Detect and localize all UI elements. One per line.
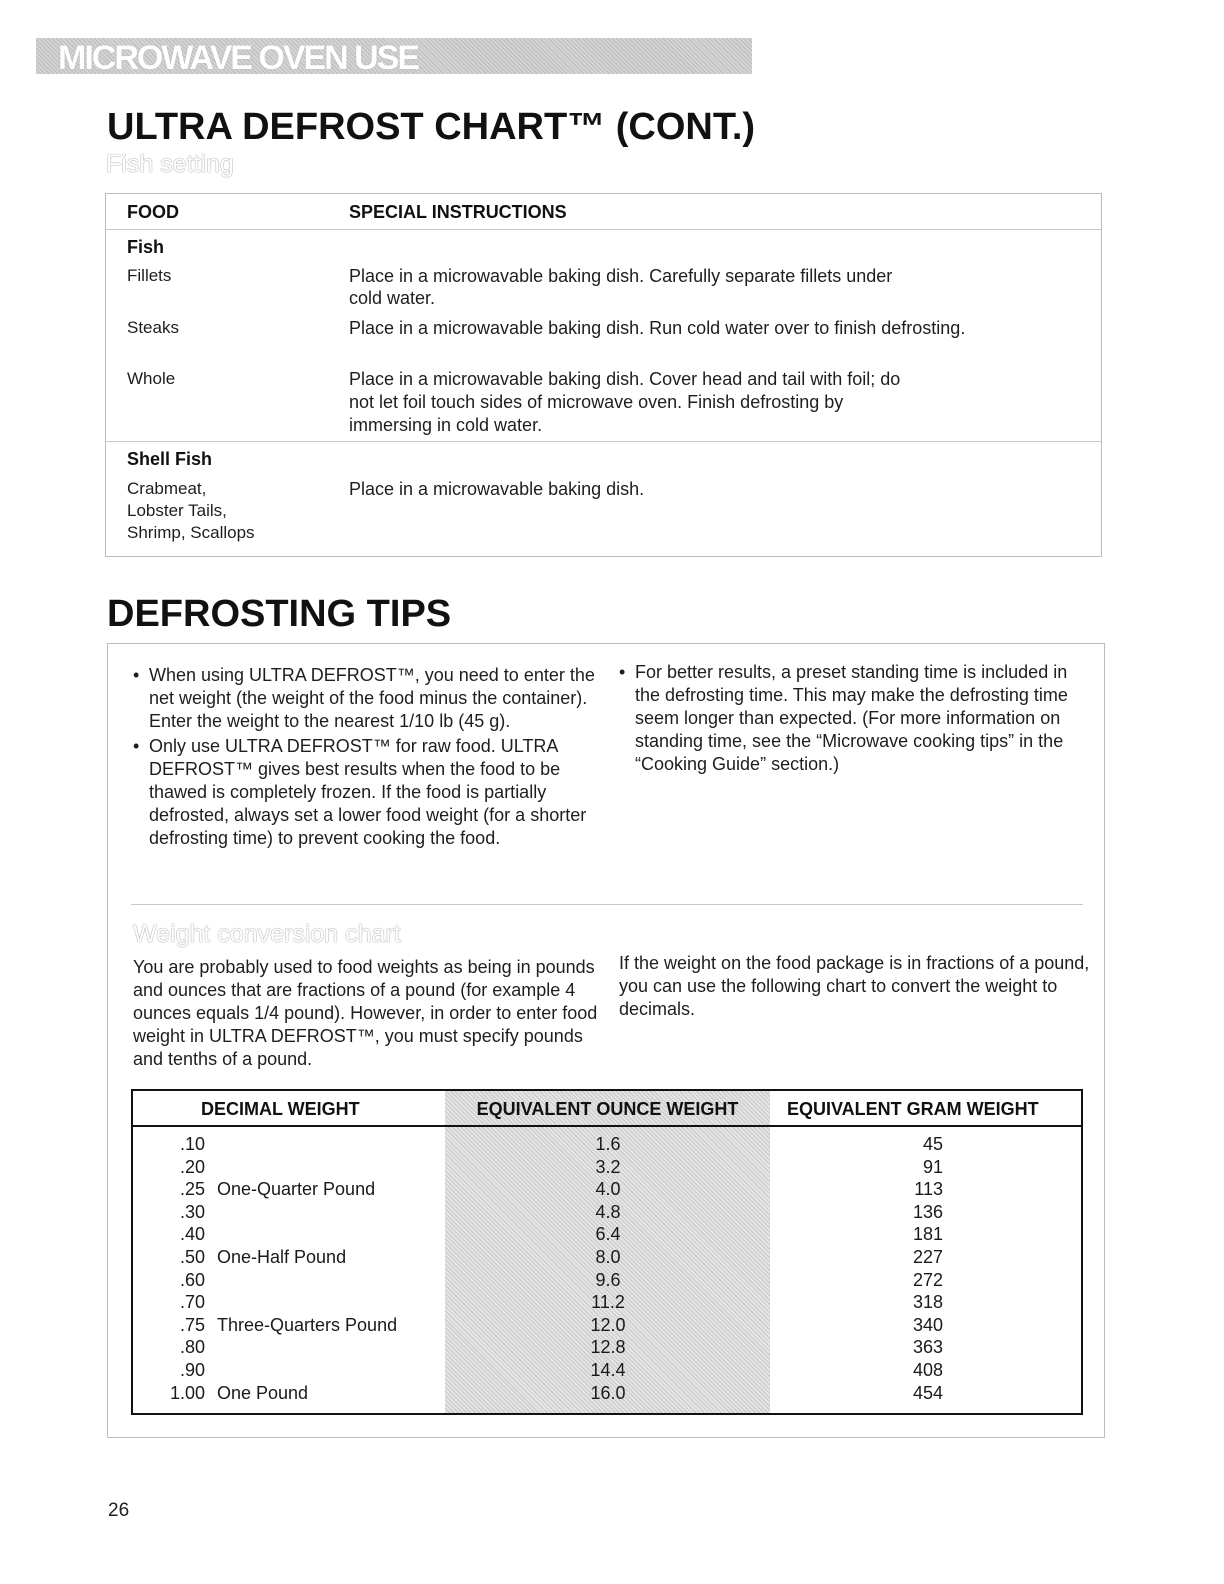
table-row [133,1314,1081,1337]
decimal-weight-cell: .40 [179,1224,205,1245]
fraction-label-cell: One-Half Pound [217,1246,347,1267]
decimal-weight-cell: .10 [179,1134,205,1154]
gram-weight-cell: 363 [912,1337,943,1358]
food-crabmeat: Crabmeat, [127,479,207,498]
instr-fillets-2: cold water. [349,288,436,308]
ounce-weight-cell: 16.0 [590,1382,626,1403]
decimal-weight-cell: .80 [179,1337,205,1358]
section-banner [36,38,752,77]
decimal-weight-cell: .25 [179,1179,205,1200]
gram-weight-cell: 91 [922,1156,943,1177]
gram-weight-cell: 408 [912,1359,943,1380]
food-whole: Whole [127,369,176,388]
ounce-weight-cell: 9.6 [595,1269,621,1290]
tips-divider [131,904,1083,905]
tip-standing-time: • For better results, a preset standing time is included in the defrosting time. This may make the defrosting time seem longer than expected. (For more information on standing time, see the “Microwave cooking tips” in the “Cooking Guide” section.) [617,661,1089,776]
gram-weight-cell: 318 [912,1292,943,1313]
table-row [133,1269,1081,1292]
decimal-weight-cell: .60 [179,1269,205,1290]
ounce-weight-cell: 6.4 [595,1224,621,1245]
ounce-weight-cell: 4.8 [595,1201,621,1222]
decimal-weight-cell: .30 [179,1201,205,1222]
instr-steaks: Place in a microwavable baking dish. Run cold water over to finish defrosting. [349,318,966,338]
gram-weight-cell: 227 [912,1246,943,1267]
decimal-weight-cell: .50 [179,1246,205,1267]
section-banner-text: MICROWAVE OVEN USE [58,39,419,77]
shellfish-divider [106,441,1101,442]
defrost-chart-title: ULTRA DEFROST CHART™ (CONT.) [107,106,756,148]
table-row [133,1359,1081,1382]
conversion-header-rule [133,1125,1081,1127]
gram-weight-cell: 136 [912,1201,943,1222]
defrosting-tips-title: DEFROSTING TIPS [107,593,452,635]
ounce-weight-cell: 1.6 [595,1134,621,1154]
conversion-rows [133,1133,1081,1404]
instr-fillets-1: Place in a microwavable baking dish. Carefully separate fillets under [349,266,893,286]
ounce-weight-cell: 12.8 [590,1337,626,1358]
page-number: 26 [108,1500,130,1521]
col-header-decimal: DECIMAL WEIGHT [201,1099,360,1119]
instr-whole-1: Place in a microwavable baking dish. Cover head and tail with foil; do [349,369,901,389]
ounce-weight-cell: 12.0 [590,1314,626,1335]
gram-weight-cell: 340 [912,1314,943,1335]
gram-weight-cell: 45 [922,1134,943,1154]
gram-weight-cell: 454 [912,1382,943,1403]
ounce-weight-cell: 3.2 [595,1156,621,1177]
table-row [133,1178,1081,1201]
decimal-weight-cell: .70 [179,1292,205,1313]
instr-whole-2: not let foil touch sides of microwave oven. Finish defrosting by [349,392,844,412]
weight-conversion-table [131,1089,1083,1415]
weight-conversion-subheading: Weight conversion chart [133,920,401,948]
decimal-weight-cell: .75 [179,1314,205,1335]
shellfish-heading: Shell Fish [127,449,213,469]
ounce-weight-cell: 14.4 [590,1359,626,1380]
instr-shellfish: Place in a microwavable baking dish. [349,479,645,499]
food-steaks: Steaks [127,318,179,337]
fraction-label-cell: One-Quarter Pound [217,1179,376,1200]
table-row [133,1223,1081,1246]
table-row [133,1336,1081,1359]
table-row [133,1156,1081,1179]
conversion-intro-left: You are probably used to food weights as being in pounds and ounces that are fractions of a pound (for example 4 ounces equals 1/4 pound). However, in order to enter food weight in ULTRA DEFROST™, you must specify pounds and tenths of a pound. [133,957,598,1069]
decimal-weight-cell: 1.00 [169,1382,205,1403]
col-header-food: FOOD [127,202,179,222]
gram-weight-cell: 272 [912,1269,943,1290]
fraction-label-cell: One Pound [217,1382,309,1403]
gram-weight-cell: 181 [912,1224,943,1245]
table-header-divider [106,229,1101,230]
ounce-weight-cell: 11.2 [591,1292,625,1313]
decimal-weight-cell: .20 [179,1156,205,1177]
tips-right-column [617,661,1089,778]
fraction-label-cell: Three-Quarters Pound [217,1314,398,1335]
decimal-weight-cell: .90 [179,1359,205,1380]
tips-left-column [131,664,611,852]
col-header-instructions: SPECIAL INSTRUCTIONS [349,202,567,222]
ounce-weight-cell: 8.0 [595,1246,621,1267]
table-row [133,1382,1081,1405]
instr-whole-3: immersing in cold water. [349,415,543,435]
conversion-intro-right: If the weight on the food package is in fractions of a pound, you can use the following chart to convert the weight to decimals. [619,953,1090,1019]
table-row [133,1201,1081,1224]
table-row [133,1246,1081,1269]
table-row [133,1291,1081,1314]
gram-weight-cell: 113 [914,1179,943,1200]
table-row [133,1133,1081,1156]
fish-heading: Fish [127,237,165,257]
fish-setting-subheading: Fish setting [106,150,234,178]
food-shrimp-scallops: Shrimp, Scallops [127,523,255,542]
col-header-gram: EQUIVALENT GRAM WEIGHT [787,1099,1039,1119]
ounce-weight-cell: 4.0 [595,1179,621,1200]
food-fillets: Fillets [127,266,172,285]
col-header-ounce: EQUIVALENT OUNCE WEIGHT [476,1099,739,1119]
food-lobster-tails: Lobster Tails, [127,501,227,520]
tip-net-weight: • When using ULTRA DEFROST™, you need to enter the net weight (the weight of the food minus the container). Enter the weight to the nearest 1/10 lb (45 g). [131,664,611,733]
tip-raw-food: • Only use ULTRA DEFROST™ for raw food. ULTRA DEFROST™ gives best results when the food to be thawed is completely frozen. If the food is partially defrosted, always set a lower food weight (for a shorter defrosting time) to prevent cooking the food. [131,735,611,850]
